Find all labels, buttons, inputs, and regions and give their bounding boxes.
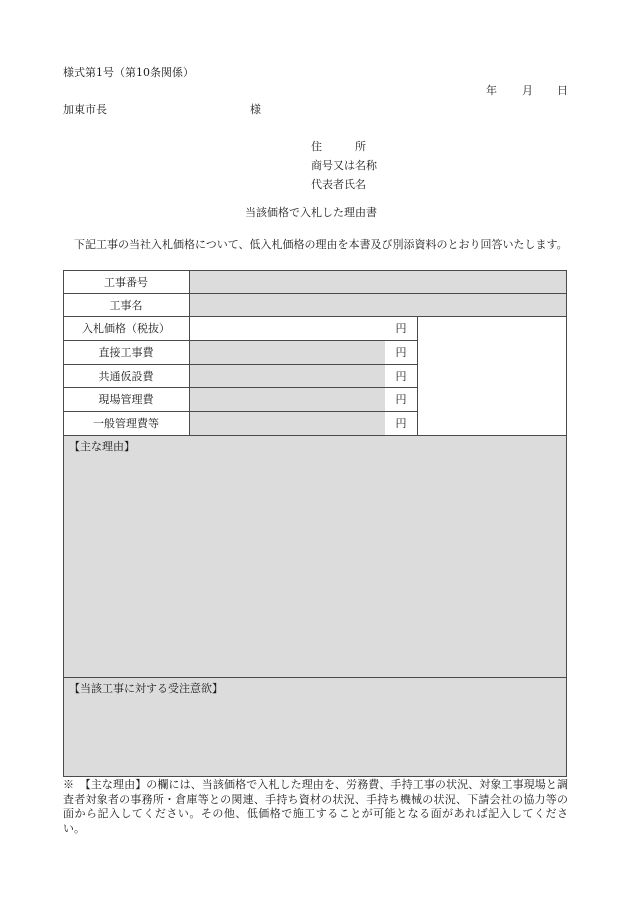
addressee: 加東市長 <box>63 103 107 116</box>
site-mgmt-cost-label: 現場管理費 <box>98 393 154 406</box>
construction-number-field[interactable] <box>189 270 567 293</box>
representative-label: 代表者氏名 <box>311 178 366 191</box>
main-reason-field[interactable] <box>63 435 567 677</box>
construction-name-label: 工事名 <box>109 298 143 312</box>
main-reason-label: 【主な理由】 <box>69 440 135 453</box>
document-title: 当該価格で入札した理由書 <box>245 206 377 219</box>
bid-price-yen: 円 <box>395 322 407 335</box>
bid-price-field[interactable] <box>190 317 385 340</box>
form-number: 様式第1号（第10条関係） <box>63 66 194 79</box>
reason-form-table <box>63 270 567 777</box>
general-mgmt-cost-yen: 円 <box>395 417 407 430</box>
site-mgmt-cost-yen: 円 <box>395 393 407 406</box>
construction-name-field[interactable] <box>189 293 567 316</box>
footnote: ※ 【主な理由】の欄には、当該価格で入札した理由を、労務費、手持工事の状況、対象工事現場と調査者対象者の事務所・倉庫等との関連、手持ち資材の状況、手持ち機械の状況、下請会社の協力等の面から記入してください。その他、低価格で施工することが可能となる面があれば記入してください。 <box>63 778 568 835</box>
willingness-label: 【当該工事に対する受注意欲】 <box>69 682 223 695</box>
intro-text: 下記工事の当社入札価格について、低入札価格の理由を本書及び別添資料のとおり回答いたします。 <box>74 238 568 251</box>
general-mgmt-cost-label: 一般管理費等 <box>93 417 159 430</box>
direct-cost-yen: 円 <box>395 346 407 359</box>
common-temp-cost-label: 共通仮設費 <box>98 369 154 383</box>
construction-number-label: 工事番号 <box>104 275 148 289</box>
direct-cost-label: 直接工事費 <box>98 346 154 359</box>
date-month-label: 月 <box>522 84 533 97</box>
company-name-label: 商号又は名称 <box>311 159 377 172</box>
date-year-label: 年 <box>486 84 497 97</box>
common-temp-cost-yen: 円 <box>395 369 407 383</box>
address-label: 住 所 <box>311 140 366 153</box>
date-day-label: 日 <box>557 84 568 97</box>
honorific: 様 <box>250 103 261 116</box>
bid-price-label: 入札価格（税抜） <box>82 322 170 335</box>
